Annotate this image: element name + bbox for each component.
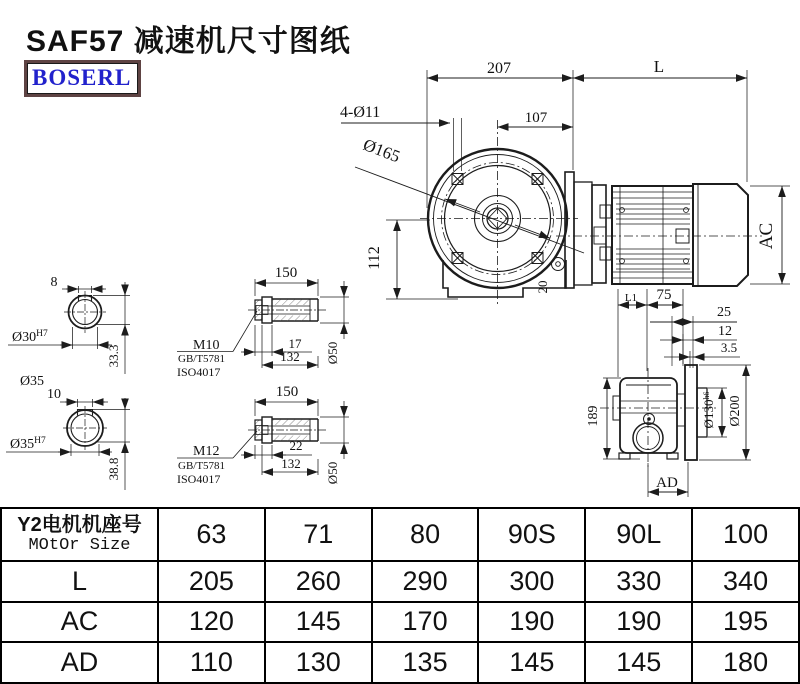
row-label: AD	[1, 642, 158, 683]
shaft-a-length-label: 150	[274, 265, 298, 281]
dim-l1-label: L1	[624, 292, 638, 304]
value-cell: 145	[478, 642, 585, 683]
bore-b-key-width-label: 10	[47, 387, 61, 402]
header-motor-size-en: MOtOr Size	[28, 535, 131, 555]
dim-107-label: 107	[524, 110, 548, 126]
value-cell: 290	[372, 561, 479, 602]
value-cell: 145	[265, 602, 372, 643]
row-label: AC	[1, 602, 158, 643]
table-row-l	[1, 561, 799, 602]
table-row-ad	[1, 642, 799, 683]
dim-spigot-label: $Ø130^{h6}$	[701, 391, 716, 429]
value-cell: 205	[158, 561, 265, 602]
size-cell: 90S	[478, 508, 585, 561]
shaft-a-thread-label: M10	[193, 338, 220, 353]
dim-25-label: 25	[717, 305, 731, 320]
shaft-b-usable-length-label: 132	[281, 456, 301, 471]
value-cell: 340	[692, 561, 799, 602]
shaft-b-thread-depth-label: 22	[289, 438, 303, 453]
value-cell: 180	[692, 642, 799, 683]
bore-b-key-height-label: 38.8	[106, 457, 121, 481]
dim-12-label: 12	[718, 324, 732, 339]
size-cell: 63	[158, 508, 265, 561]
page-title: SAF57 减速机尺寸图纸	[26, 25, 351, 58]
shaft-a-dia-label: Ø50	[325, 341, 340, 365]
dim-ad-label: AD	[656, 475, 678, 491]
value-cell: 135	[372, 642, 479, 683]
shaft-b-std-gb-label: GB/T5781	[178, 460, 226, 472]
table-row-header	[1, 508, 799, 561]
dim-flange-label: Ø200	[728, 395, 743, 427]
table-row-ac	[1, 602, 799, 643]
value-cell: 130	[265, 642, 372, 683]
bore-b-dia-label: $Ø35^{H7}$	[10, 436, 46, 452]
value-cell: 260	[265, 561, 372, 602]
side-view-geometry	[600, 289, 716, 470]
value-cell: 195	[692, 602, 799, 643]
row-label: L	[1, 561, 158, 602]
shaft-a-usable-length-label: 132	[280, 349, 300, 364]
size-cell: 80	[372, 508, 479, 561]
bore-a-od-label: Ø35	[19, 374, 45, 389]
bore-a-dia-label: $Ø30^{H7}$	[12, 329, 48, 345]
dim-75-label: 75	[656, 287, 672, 303]
bore-a-key-width-label: 8	[50, 275, 58, 290]
value-cell: 190	[478, 602, 585, 643]
value-cell: 300	[478, 561, 585, 602]
dim-189-label: 189	[586, 405, 601, 427]
value-cell: 190	[585, 602, 692, 643]
size-cell: 90L	[585, 508, 692, 561]
shaft-b-length-label: 150	[275, 384, 299, 400]
main-view-geometry	[420, 120, 762, 305]
dim-112-label: 112	[366, 246, 383, 270]
value-cell: 110	[158, 642, 265, 683]
brand-logo-text: BOSERL	[32, 65, 132, 90]
size-cell: 71	[265, 508, 372, 561]
shaft-b-thread-label: M12	[193, 444, 220, 459]
motor-size-table	[0, 507, 800, 684]
value-cell: 145	[585, 642, 692, 683]
dim-ac-label: AC	[756, 222, 777, 250]
header-motor-size-cn: Y2电机机座号	[17, 513, 142, 536]
dim-20-label: 20	[535, 280, 550, 294]
value-cell: 170	[372, 602, 479, 643]
header-cell-motor-size	[1, 508, 158, 561]
shaft-a-std-iso-label: ISO4017	[177, 365, 221, 379]
size-cell: 100	[692, 508, 799, 561]
dim-bolt-circle-label: Ø165	[360, 134, 403, 167]
shaft-a-thread-depth-label: 17	[288, 336, 302, 351]
value-cell: 330	[585, 561, 692, 602]
dim-207-label: 207	[487, 60, 511, 77]
dim-3-5-label: 3.5	[720, 340, 738, 355]
value-cell: 120	[158, 602, 265, 643]
dim-holes-label: 4-Ø11	[340, 104, 381, 121]
shaft-b-dia-label: Ø50	[325, 461, 340, 485]
shaft-a-std-gb-label: GB/T5781	[178, 353, 226, 365]
shaft-b-std-iso-label: ISO4017	[177, 472, 221, 486]
dim-l-label: L	[653, 57, 665, 76]
bore-a-key-height-label: 33.3	[106, 344, 121, 368]
